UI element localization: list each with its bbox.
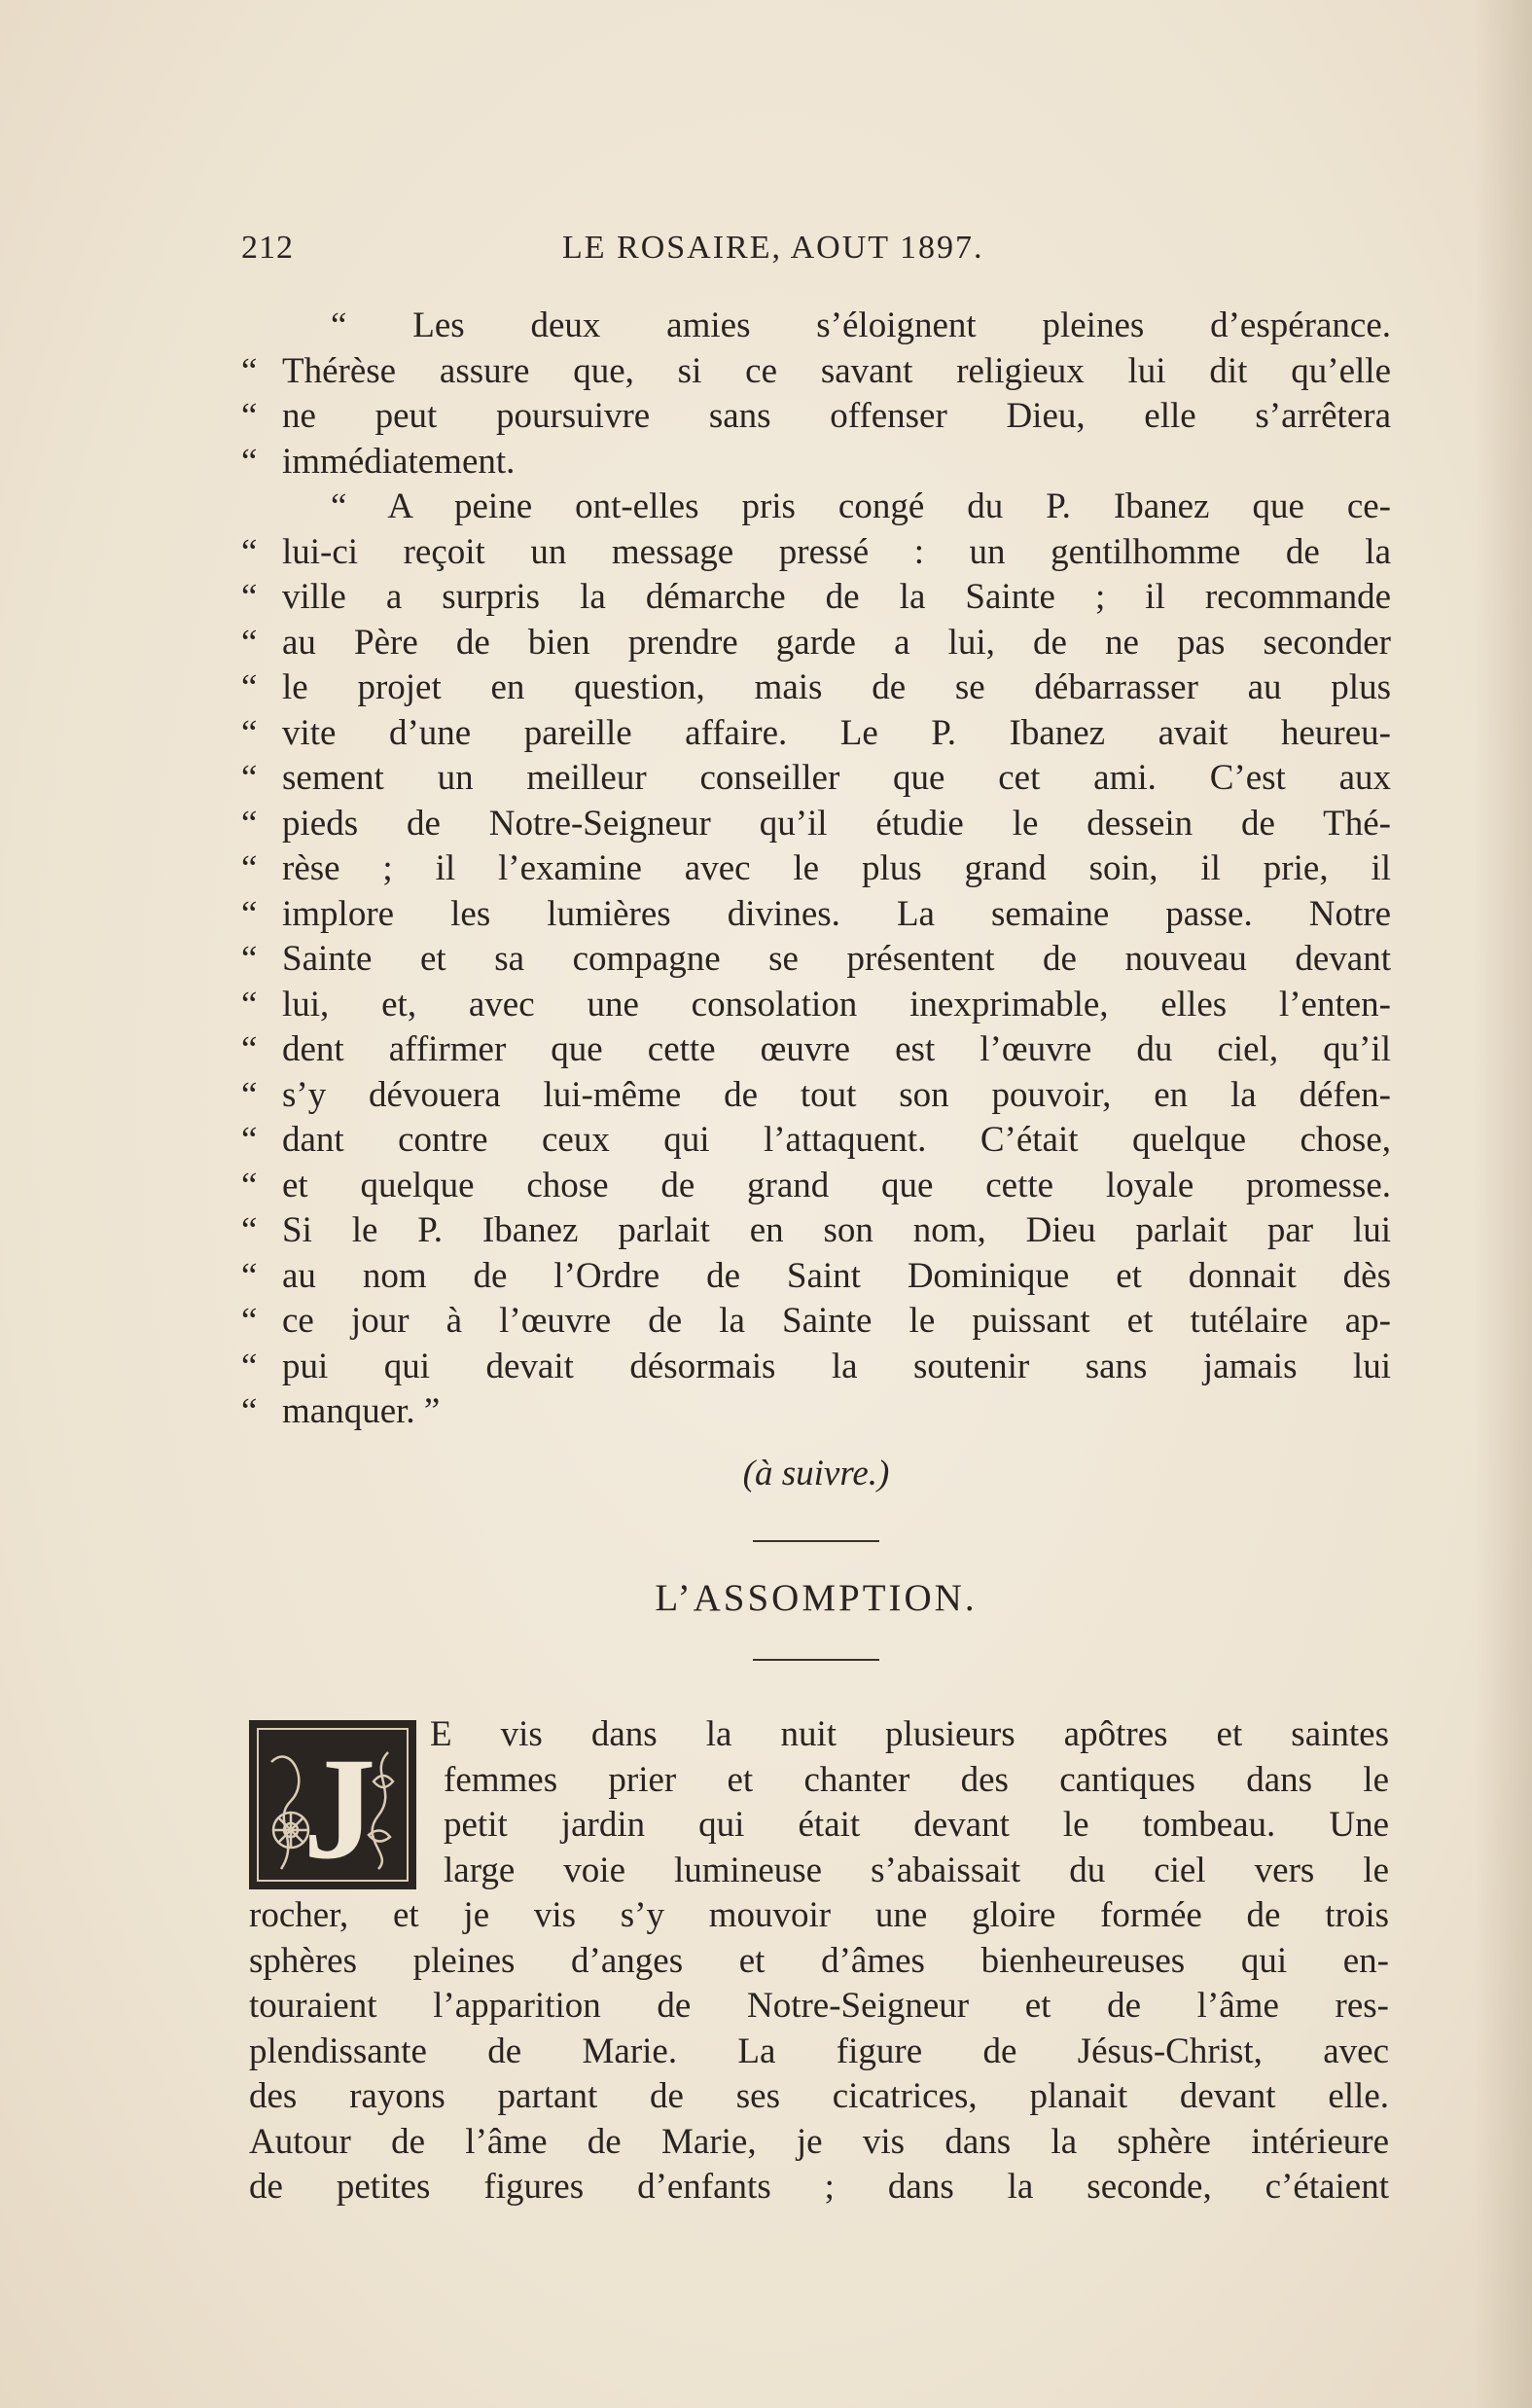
- quote-mark: “: [241, 622, 258, 663]
- line-text: ne peut poursuivre sans offenser Dieu, elle s’arrêtera: [282, 396, 1391, 436]
- page-number: 212: [241, 230, 294, 266]
- text-line: [241, 485, 1391, 530]
- dropcap-paragraph-start: [249, 1712, 1389, 1893]
- running-head: [241, 230, 1389, 269]
- dropcap-line: large voie lumineuse s’abaissait du ciel vers le: [444, 1850, 1389, 1890]
- text-line: [241, 1389, 1391, 1435]
- text-line: [241, 304, 1391, 349]
- line-text: dent affirmer que cette œuvre est l’œuvre du ciel, qu’il: [282, 1029, 1391, 1069]
- quote-mark: “: [241, 893, 258, 934]
- quote-mark: “: [241, 1301, 258, 1341]
- quote-mark: “: [241, 1210, 258, 1250]
- text-line: [241, 1073, 1391, 1119]
- line-text: “ A peine ont-elles pris congé du P. Ibanez que ce-: [331, 486, 1391, 526]
- quote-mark: “: [241, 1165, 258, 1205]
- line-text: implore les lumières divines. La semaine passe. Notre: [282, 893, 1391, 934]
- text-line: [241, 846, 1391, 892]
- text-line: [241, 621, 1391, 666]
- to-be-continued: (à suivre.): [742, 1453, 890, 1493]
- dropcap-letter: J: [303, 1728, 376, 1887]
- text-line: [241, 1027, 1391, 1073]
- quote-mark: “: [241, 350, 258, 391]
- dropcap-ornament-icon: [252, 1723, 413, 1887]
- line-text: lui-ci reçoit un message pressé : un gentilhomme de la: [282, 531, 1391, 572]
- quote-mark: “: [241, 1029, 258, 1069]
- line-text: dant contre ceux qui l’attaquent. C’était quelque chose,: [282, 1120, 1391, 1160]
- quote-mark: “: [241, 1255, 258, 1296]
- text-line: [241, 1208, 1391, 1254]
- line-text: sement un meilleur conseiller que cet ami. C’est aux: [282, 758, 1391, 798]
- article-line: Autour de l’âme de Marie, je vis dans la sphère intérieure: [249, 2121, 1389, 2162]
- article-lines: [249, 1893, 1389, 2210]
- line-text: immédiatement.: [282, 441, 516, 482]
- line-text: Thérèse assure que, si ce savant religieux lui dit qu’elle: [282, 350, 1391, 391]
- article-line: touraient l’apparition de Notre-Seigneur et de l’âme res-: [249, 1986, 1389, 2026]
- continued-text: [241, 304, 1391, 1661]
- line-text: au Père de bien prendre garde a lui, de ne pas seconder: [282, 622, 1391, 663]
- article-line: des rayons partant de ses cicatrices, planait devant elle.: [249, 2076, 1389, 2116]
- continued-lines: [241, 304, 1391, 1435]
- quote-mark: “: [241, 1074, 258, 1115]
- quote-mark: “: [241, 577, 258, 617]
- line-text: lui, et, avec une consolation inexprimable, elles l’enten-: [282, 984, 1391, 1024]
- text-line: [241, 711, 1391, 757]
- separator-rule-bottom: [753, 1659, 879, 1661]
- line-text: s’y dévouera lui-même de tout son pouvoir, en la défen-: [282, 1074, 1391, 1115]
- text-line: [241, 756, 1391, 802]
- article-line: de petites figures d’enfants ; dans la seconde, c’étaient: [249, 2167, 1389, 2207]
- text-line: [241, 1345, 1391, 1390]
- dropcap-line: petit jardin qui était devant le tombeau. Une: [444, 1805, 1389, 1845]
- article-line: sphères pleines d’anges et d’âmes bienheureuses qui en-: [249, 1940, 1389, 1981]
- page-edge-shadow: [1474, 0, 1532, 2408]
- text-line: [241, 665, 1391, 711]
- text-line: [241, 1254, 1391, 1300]
- line-text: pui qui devait désormais la soutenir sans jamais lui: [282, 1346, 1391, 1386]
- quote-mark: “: [241, 848, 258, 888]
- quote-mark: “: [241, 396, 258, 436]
- ornamental-dropcap-j: [249, 1720, 416, 1889]
- text-line: [241, 440, 1391, 485]
- line-text: Sainte et sa compagne se présentent de nouveau devant: [282, 939, 1391, 979]
- quote-mark: “: [241, 441, 258, 482]
- quote-mark: “: [241, 712, 258, 753]
- text-line: [241, 1299, 1391, 1345]
- line-text: pieds de Notre-Seigneur qu’il étudie le dessein de Thé-: [282, 803, 1391, 844]
- quote-mark: “: [241, 984, 258, 1024]
- article-line: plendissante de Marie. La figure de Jésus-Christ, avec: [249, 2031, 1389, 2071]
- line-text: “ Les deux amies s’éloignent pleines d’espérance.: [331, 305, 1391, 345]
- text-line: [241, 1118, 1391, 1164]
- line-text: manquer. ”: [282, 1391, 441, 1431]
- dropcap-line: E vis dans la nuit plusieurs apôtres et saintes: [430, 1714, 1389, 1754]
- line-text: ce jour à l’œuvre de la Sainte le puissant et tutélaire ap-: [282, 1301, 1391, 1341]
- quote-mark: “: [241, 667, 258, 707]
- dropcap-side-lines: [430, 1712, 1389, 1893]
- text-line: [241, 802, 1391, 847]
- text-line: [241, 983, 1391, 1028]
- line-text: Si le P. Ibanez parlait en son nom, Dieu parlait par lui: [282, 1210, 1391, 1250]
- article-title: L’ASSOMPTION.: [655, 1576, 978, 1619]
- text-line: [241, 575, 1391, 621]
- text-line: [241, 349, 1391, 395]
- quote-mark: “: [241, 1120, 258, 1160]
- text-line: [241, 1164, 1391, 1209]
- text-line: [241, 530, 1391, 576]
- running-title: LE ROSAIRE, AOUT 1897.: [562, 230, 984, 266]
- line-text: le projet en question, mais de se débarrasser au plus: [282, 667, 1391, 707]
- quote-mark: “: [241, 1346, 258, 1386]
- line-text: au nom de l’Ordre de Saint Dominique et donnait dès: [282, 1255, 1391, 1296]
- quote-mark: “: [241, 1391, 258, 1431]
- text-line: [241, 937, 1391, 983]
- text-line: [241, 892, 1391, 938]
- quote-mark: “: [241, 939, 258, 979]
- line-text: et quelque chose de grand que cette loyale promesse.: [282, 1165, 1391, 1205]
- line-text: vite d’une pareille affaire. Le P. Ibanez avait heureu-: [282, 712, 1391, 753]
- quote-mark: “: [241, 803, 258, 844]
- article-body: [249, 1712, 1389, 2210]
- article-line: rocher, et je vis s’y mouvoir une gloire formée de trois: [249, 1895, 1389, 1935]
- line-text: rèse ; il l’examine avec le plus grand soin, il prie, il: [282, 848, 1391, 888]
- quote-mark: “: [241, 758, 258, 798]
- line-text: ville a surpris la démarche de la Sainte ; il recommande: [282, 577, 1391, 617]
- dropcap-line: femmes prier et chanter des cantiques dans le: [444, 1759, 1389, 1800]
- quote-mark: “: [241, 531, 258, 572]
- text-line: [241, 394, 1391, 440]
